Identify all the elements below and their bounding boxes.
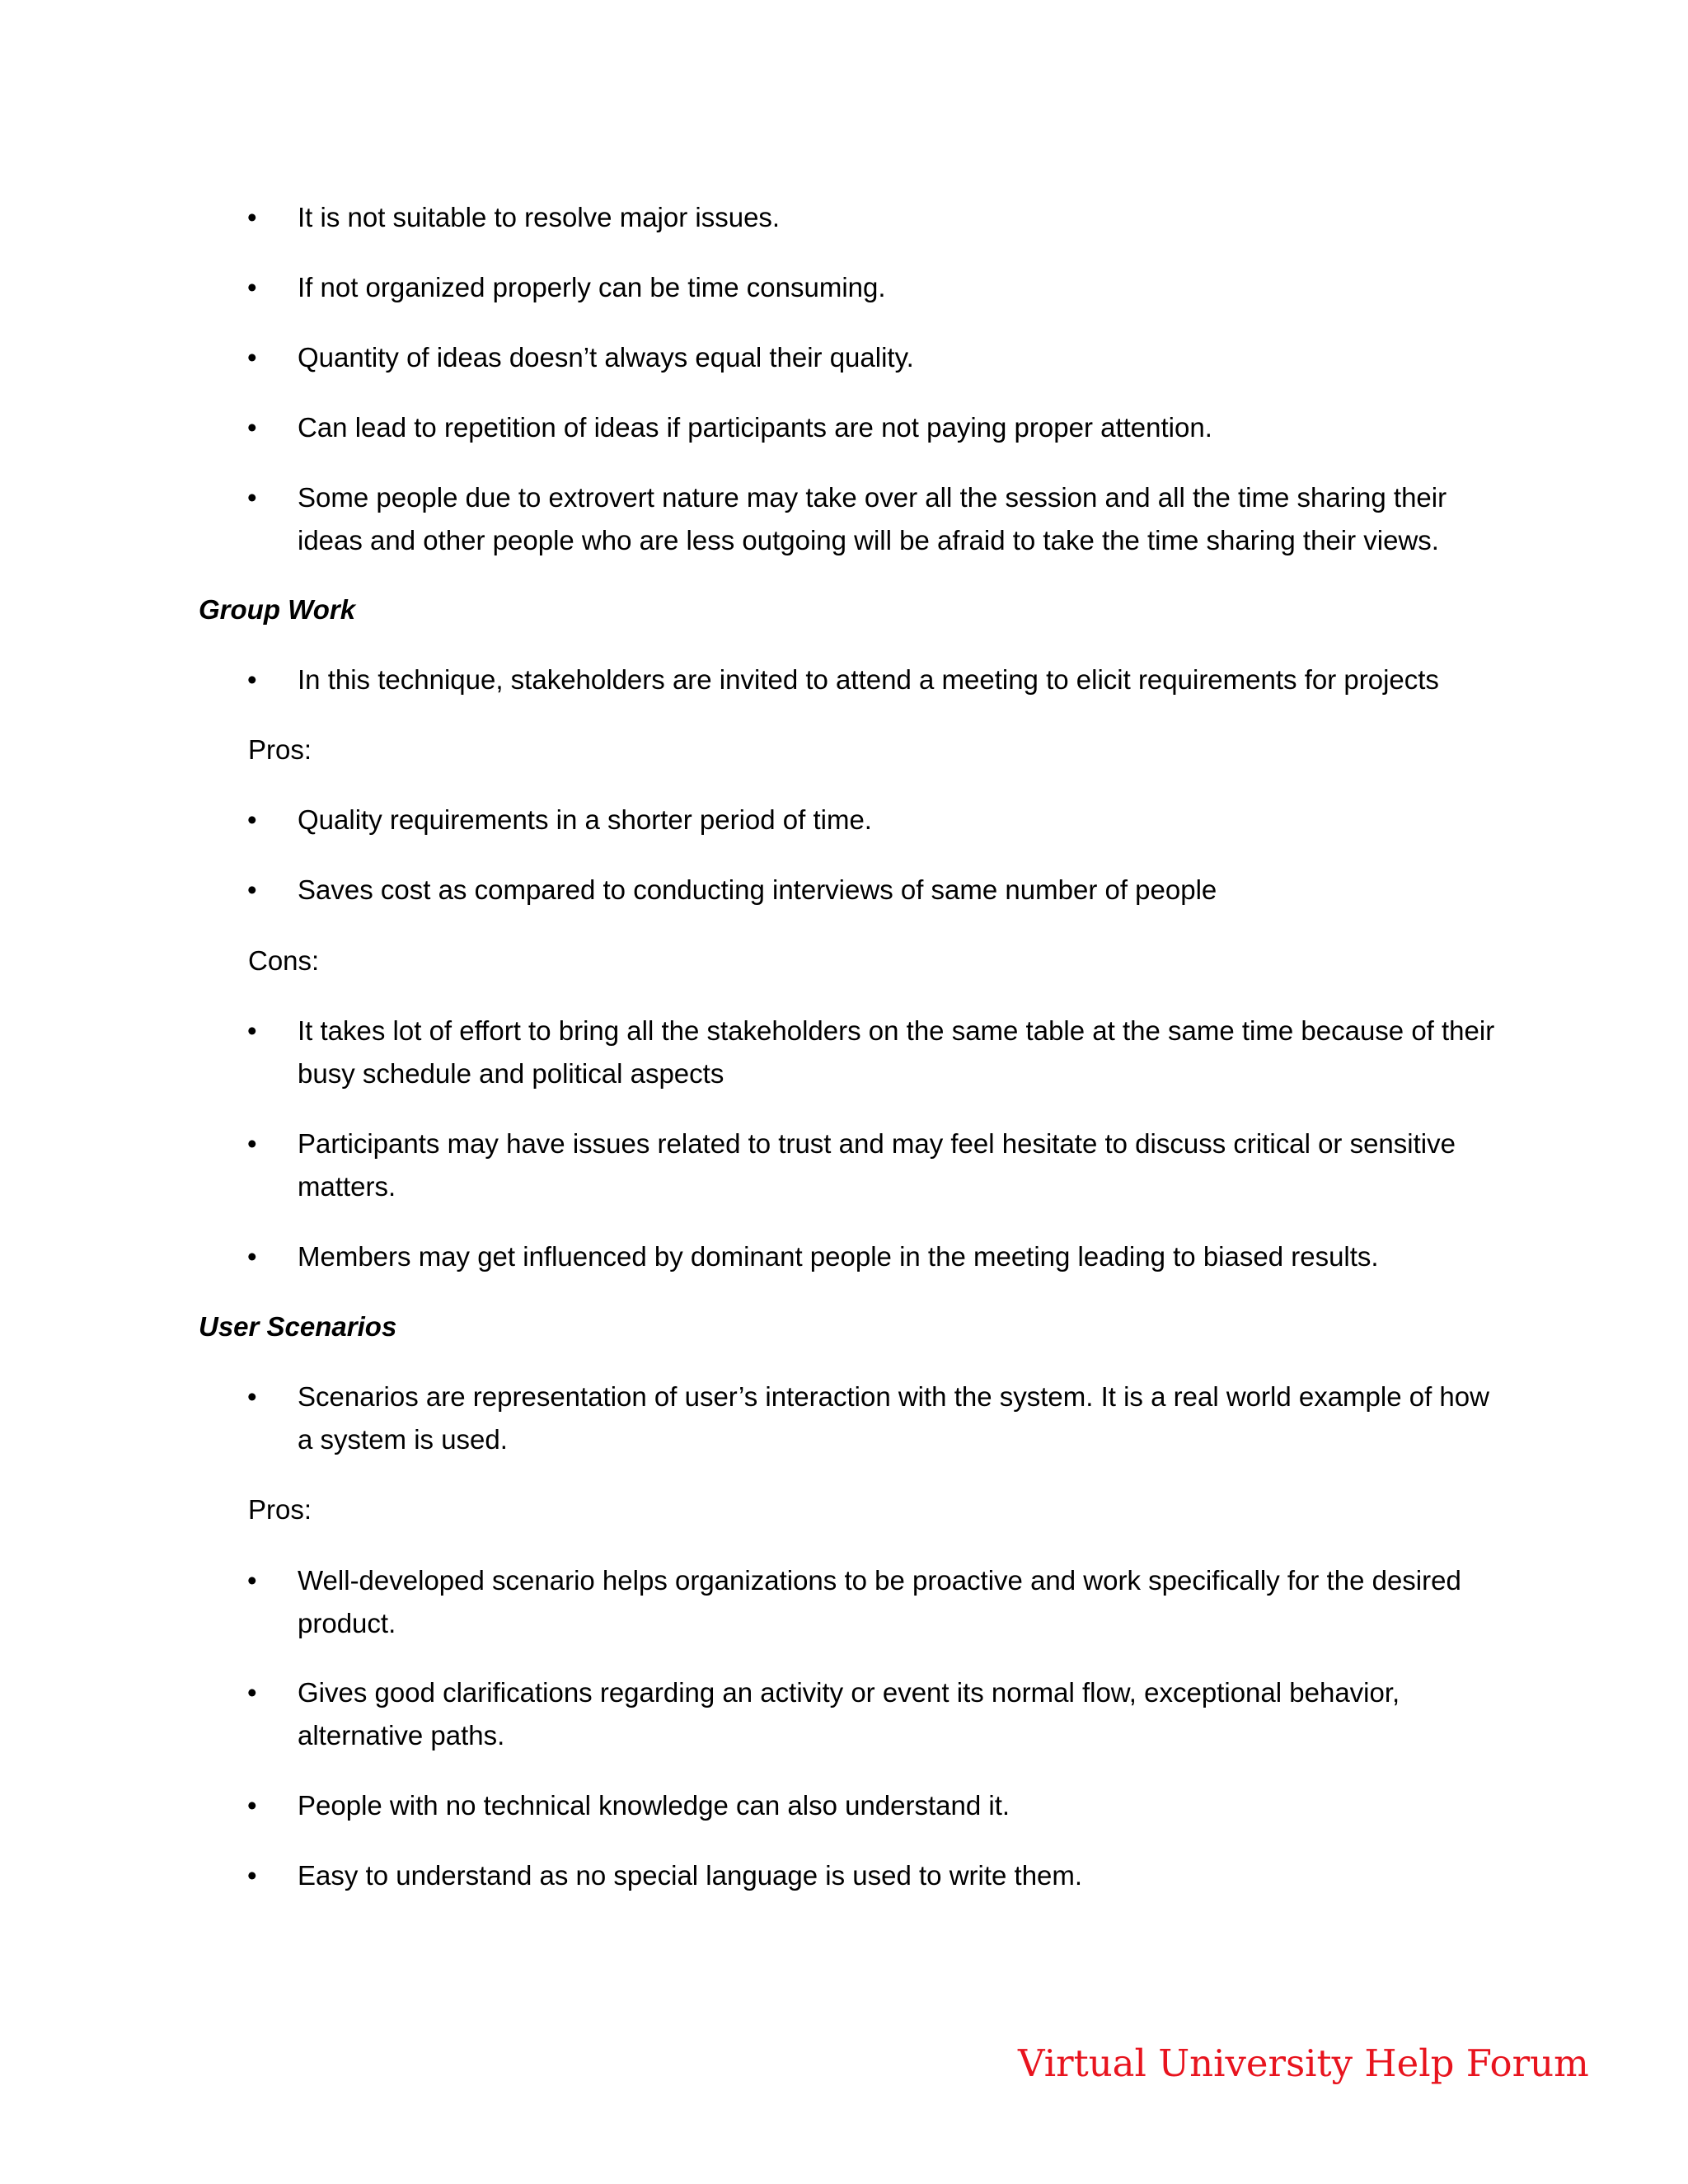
cons-label: Cons:	[248, 945, 320, 976]
list-item: Quality requirements in a shorter period of time.	[298, 804, 872, 835]
list-item: People with no technical knowledge can also understand it.	[298, 1790, 1010, 1821]
list-item: Easy to understand as no special language is used to write them.	[298, 1860, 1083, 1891]
bullet-symbol: •	[247, 664, 257, 695]
list-item: Participants may have issues related to trust and may feel hesitate to discuss critical or sensitive matters.	[298, 1128, 1456, 1202]
bullet-symbol: •	[247, 482, 257, 513]
list-item: Well-developed scenario helps organizations to be proactive and work specifically for the desired product.	[298, 1565, 1461, 1638]
list-item: Some people due to extrovert nature may take over all the session and all the time sharing their ideas and other people who are less outgoing will be afraid to take the time sharing their views.	[298, 482, 1447, 555]
list-item: Members may get influenced by dominant people in the meeting leading to biased results.	[298, 1241, 1379, 1272]
bullet-symbol: •	[247, 1241, 257, 1272]
pros-label: Pros:	[248, 1494, 312, 1525]
bullet-symbol: •	[247, 1677, 257, 1708]
bullet-symbol: •	[247, 342, 257, 373]
pros-label: Pros:	[248, 734, 312, 765]
list-item: Can lead to repetition of ideas if participants are not paying proper attention.	[298, 412, 1212, 443]
bullet-symbol: •	[247, 874, 257, 905]
bullet-symbol: •	[247, 1015, 257, 1046]
footer-watermark: Virtual University Help Forum	[1018, 2041, 1589, 2085]
list-item: If not organized properly can be time consuming.	[298, 272, 886, 302]
list-item: It takes lot of effort to bring all the stakeholders on the same table at the same time because of their busy schedule and political aspects	[298, 1015, 1495, 1089]
bullet-symbol: •	[247, 412, 257, 443]
list-item: Scenarios are representation of user’s interaction with the system. It is a real world example of how a system is used.	[298, 1381, 1489, 1455]
bullet-symbol: •	[247, 202, 257, 232]
list-item: Gives good clarifications regarding an activity or event its normal flow, exceptional behavior, alternative paths.	[298, 1677, 1400, 1750]
bullet-symbol: •	[247, 804, 257, 835]
list-item: Saves cost as compared to conducting interviews of same number of people	[298, 874, 1217, 905]
bullet-symbol: •	[247, 1860, 257, 1891]
section-heading-user-scenarios: User Scenarios	[199, 1311, 397, 1342]
bullet-symbol: •	[247, 272, 257, 302]
bullet-symbol: •	[247, 1565, 257, 1596]
list-item: It is not suitable to resolve major issues.	[298, 202, 781, 232]
bullet-symbol: •	[247, 1790, 257, 1821]
bullet-symbol: •	[247, 1381, 257, 1412]
list-item: Quantity of ideas doesn’t always equal their quality.	[298, 342, 914, 373]
bullet-symbol: •	[247, 1128, 257, 1159]
list-item: In this technique, stakeholders are invited to attend a meeting to elicit requirements for projects	[298, 664, 1439, 695]
section-heading-group-work: Group Work	[199, 594, 356, 625]
